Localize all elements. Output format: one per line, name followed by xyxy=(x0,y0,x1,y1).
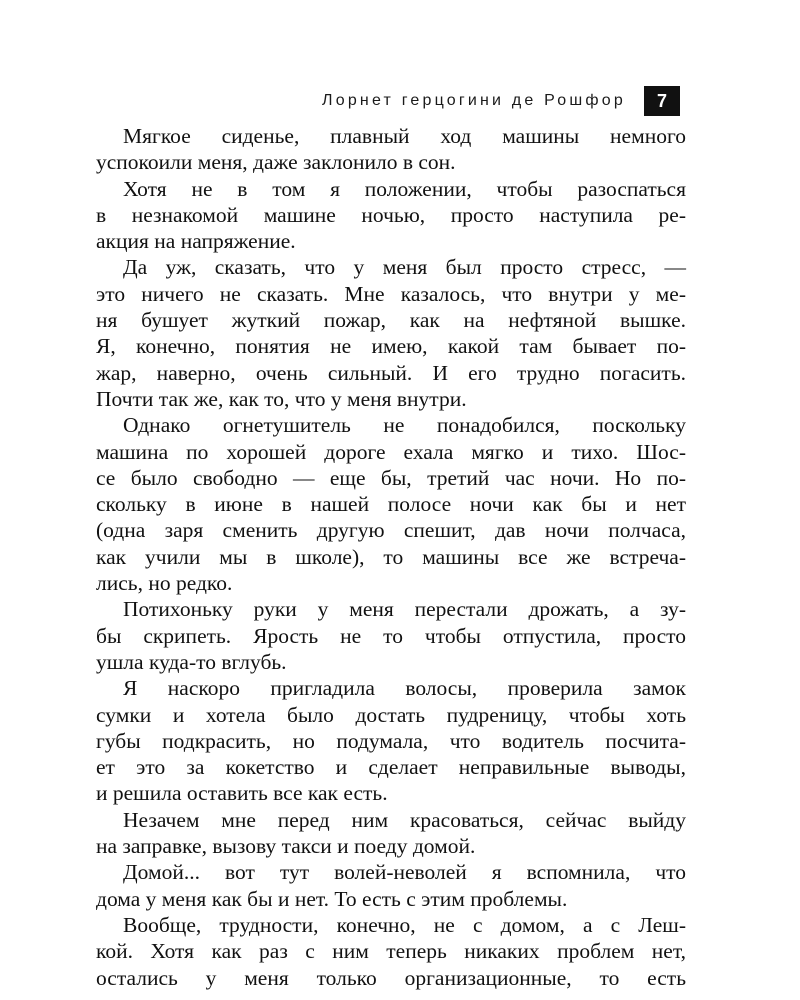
text-line: как учили мы в школе), то машины все же встреча- xyxy=(96,544,686,569)
text-line: Потихоньку руки у меня перестали дрожать, а зу- xyxy=(123,597,686,622)
text-line: остались у меня только организационные, то есть xyxy=(96,965,686,990)
paragraph xyxy=(96,123,686,176)
text-line: машина по хорошей дороге ехала мягко и тихо. Шос- xyxy=(96,439,686,464)
paragraph xyxy=(96,912,686,991)
page-number: 7 xyxy=(644,86,680,116)
running-head xyxy=(110,84,680,118)
text-line: на заправке, вызову такси и поеду домой. xyxy=(96,834,476,859)
text-line: жар, наверно, очень сильный. И его трудно погасить. xyxy=(96,360,686,385)
text-line: Мягкое сиденье, плавный ход машины немного xyxy=(123,124,686,148)
text-line: лись, но редко. xyxy=(96,571,233,596)
text-line: Вообще, трудности, конечно, не с домом, а с Леш- xyxy=(123,912,686,937)
text-line: ушла куда-то вглубь. xyxy=(96,649,287,674)
text-line: бы скрипеть. Ярость не то чтобы отпустила, просто xyxy=(96,623,686,648)
text-line: в незнакомой машине ночью, просто наступила ре- xyxy=(96,202,686,227)
text-line: успокоили меня, даже заклонило в сон. xyxy=(96,150,456,175)
text-line: Однако огнетушитель не понадобился, поскольку xyxy=(123,413,686,438)
paragraph xyxy=(96,176,686,255)
text-line: губы подкрасить, но подумала, что водитель посчита- xyxy=(96,728,686,753)
paragraph xyxy=(96,807,686,860)
text-line: Да уж, сказать, что у меня был просто стресс, — xyxy=(123,255,686,280)
text-line: Хотя не в том я положении, чтобы разоспаться xyxy=(123,176,686,201)
paragraph xyxy=(96,675,686,806)
paragraph xyxy=(96,412,686,596)
running-title: Лорнет герцогини де Рошфор xyxy=(322,92,626,109)
text-line: Я, конечно, понятия не имею, какой там бывает по- xyxy=(96,334,686,359)
text-line: акция на напряжение. xyxy=(96,229,296,254)
text-line: се было свободно — еще бы, третий час ночи. Но по- xyxy=(96,465,686,490)
text-line: ет это за кокетство и сделает неправильные выводы, xyxy=(96,755,686,780)
paragraph xyxy=(96,254,686,412)
text-line: скольку в июне в нашей полосе ночи как бы и нет xyxy=(96,492,686,517)
text-line: Незачем мне перед ним красоваться, сейчас выйду xyxy=(123,807,686,832)
body-text xyxy=(96,123,686,991)
text-line: Почти так же, как то, что у меня внутри. xyxy=(96,386,467,411)
text-line: (одна заря сменить другую спешит, дав ночи полчаса, xyxy=(96,518,686,543)
text-line: Домой... вот тут волей-неволей я вспомнила, что xyxy=(123,860,686,885)
paragraph xyxy=(96,596,686,675)
text-line: и решила оставить все как есть. xyxy=(96,781,388,806)
text-line: кой. Хотя как раз с ним теперь никаких проблем нет, xyxy=(96,939,686,964)
text-line: дома у меня как бы и нет. То есть с этим проблемы. xyxy=(96,886,568,911)
text-line: ня бушует жуткий пожар, как на нефтяной вышке. xyxy=(96,308,686,333)
text-line: сумки и хотела было достать пудреницу, чтобы хоть xyxy=(96,702,686,727)
text-line: Я наскоро пригладила волосы, проверила замок xyxy=(123,676,686,701)
text-line: это ничего не сказать. Мне казалось, что внутри у ме- xyxy=(96,281,686,306)
paragraph xyxy=(96,859,686,912)
